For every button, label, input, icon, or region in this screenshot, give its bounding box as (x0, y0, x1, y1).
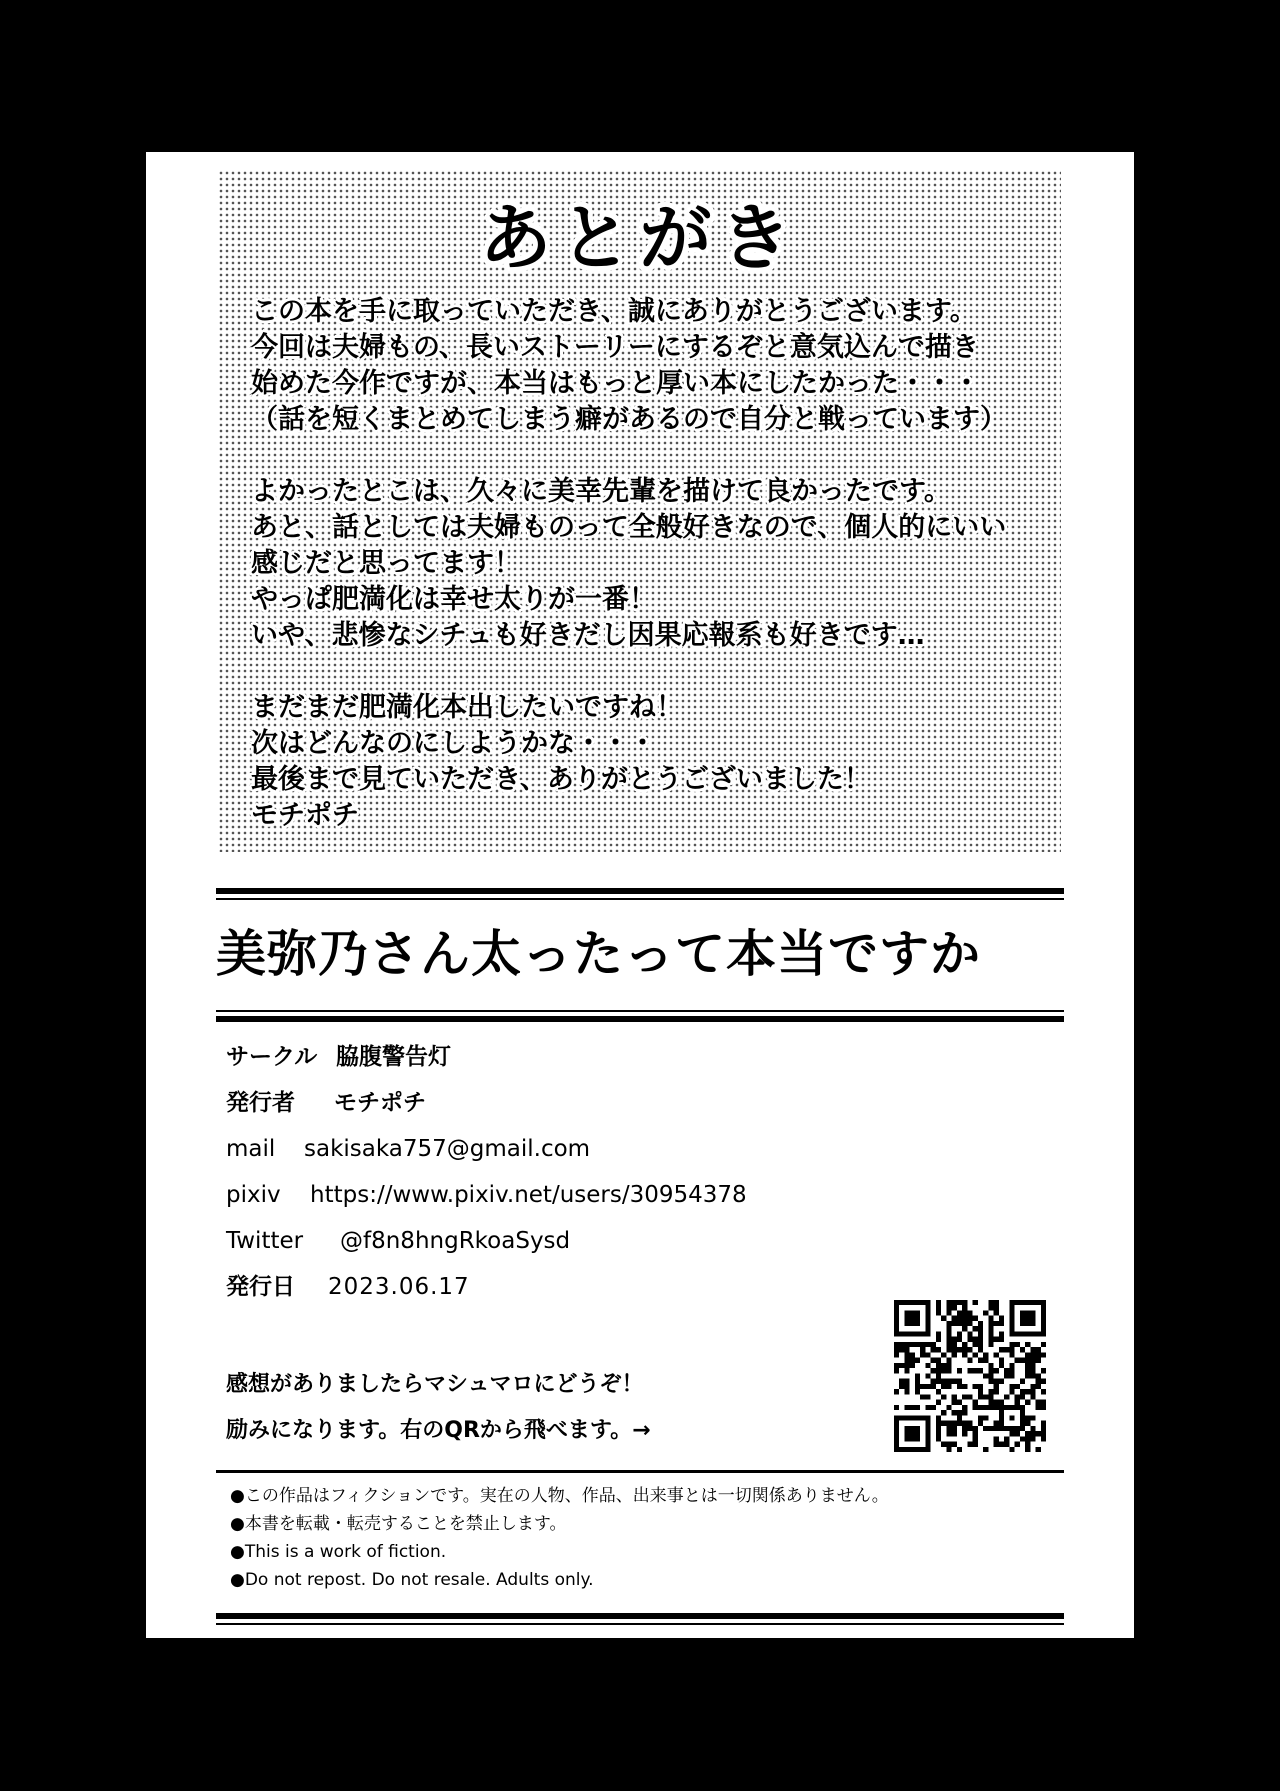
afterword-line: 今回は夫婦もの、長いストーリーにするぞと意気込んで描き (251, 332, 979, 363)
twitter-row (226, 1218, 747, 1264)
impressions-line: 感想がありましたらマシュマロにどうぞ！ (226, 1372, 644, 1397)
disclaimer-notes (230, 1482, 889, 1594)
afterword-line: 始めた今作ですが、本当はもっと厚い本にしたかった・・・ (251, 368, 980, 399)
afterword-line: まだまだ肥満化本出したいですね！ (251, 692, 683, 723)
afterword-line: 感じだと思ってます！ (251, 548, 521, 579)
date-value: 2023.06.17 (328, 1274, 470, 1300)
afterword-line: （話を短くまとめてしまう癖があるので自分と戦っています） (251, 404, 1007, 435)
circle-row (226, 1034, 747, 1080)
disclaimer-line: ●この作品はフィクションです。実在の人物、作品、出来事とは一切関係ありません。 (230, 1486, 889, 1506)
twitter-handle[interactable]: @f8n8hngRkoaSysd (340, 1228, 571, 1254)
mail-label: mail (226, 1136, 276, 1162)
afterword-box (218, 170, 1061, 852)
afterword-line: 最後まで見ていただき、ありがとうございました！ (251, 764, 871, 795)
afterword-body (251, 294, 1051, 834)
circle-value: 脇腹警告灯 (336, 1044, 451, 1070)
afterword-line: いや、悲惨なシチュも好きだし因果応報系も好きです… (251, 620, 925, 651)
publisher-value: モチポチ (334, 1090, 426, 1116)
afterword-line: やっぱ肥満化は幸せ太りが一番！ (251, 584, 656, 615)
date-row (226, 1264, 747, 1310)
impressions-text (226, 1362, 651, 1454)
disclaimer-line: ●This is a work of fiction. (230, 1542, 447, 1562)
publisher-label: 発行者 (226, 1090, 295, 1116)
afterword-signature: モチポチ (251, 800, 359, 831)
afterword-title: あとがき (479, 196, 800, 280)
colophon-info (226, 1034, 747, 1310)
pixiv-row (226, 1172, 747, 1218)
title-top-rule (216, 888, 1064, 900)
book-title: 美弥乃さん太ったって本当ですか (216, 925, 981, 983)
afterword-line: あと、話としては夫婦ものって全般好きなので、個人的にいい (251, 512, 1007, 543)
pixiv-url[interactable]: https://www.pixiv.net/users/30954378 (310, 1182, 747, 1208)
afterword-line: よかったとこは、久々に美幸先輩を描けて良かったです。 (251, 476, 951, 507)
bottom-rule (216, 1613, 1064, 1625)
disclaimer-line: ●本書を転載・転売することを禁止します。 (230, 1514, 567, 1534)
notes-top-rule (216, 1470, 1064, 1473)
disclaimer-line: ●Do not repost. Do not resale. Adults only. (230, 1570, 594, 1590)
pixiv-label: pixiv (226, 1182, 281, 1208)
twitter-label: Twitter (226, 1228, 304, 1254)
date-label: 発行日 (226, 1274, 295, 1300)
circle-label: サークル (226, 1044, 318, 1070)
title-bottom-rule (216, 1010, 1064, 1022)
colophon-page (146, 152, 1134, 1638)
mail-row (226, 1126, 747, 1172)
afterword-line: 次はどんなのにしようかな・・・ (251, 728, 656, 759)
publisher-row (226, 1080, 747, 1126)
afterword-line: この本を手に取っていただき、誠にありがとうございます。 (251, 296, 977, 327)
impressions-line: 励みになります。右のQRから飛べます。→ (226, 1418, 651, 1443)
qr-code-icon[interactable] (894, 1300, 1046, 1452)
mail-value[interactable]: sakisaka757@gmail.com (304, 1136, 591, 1162)
